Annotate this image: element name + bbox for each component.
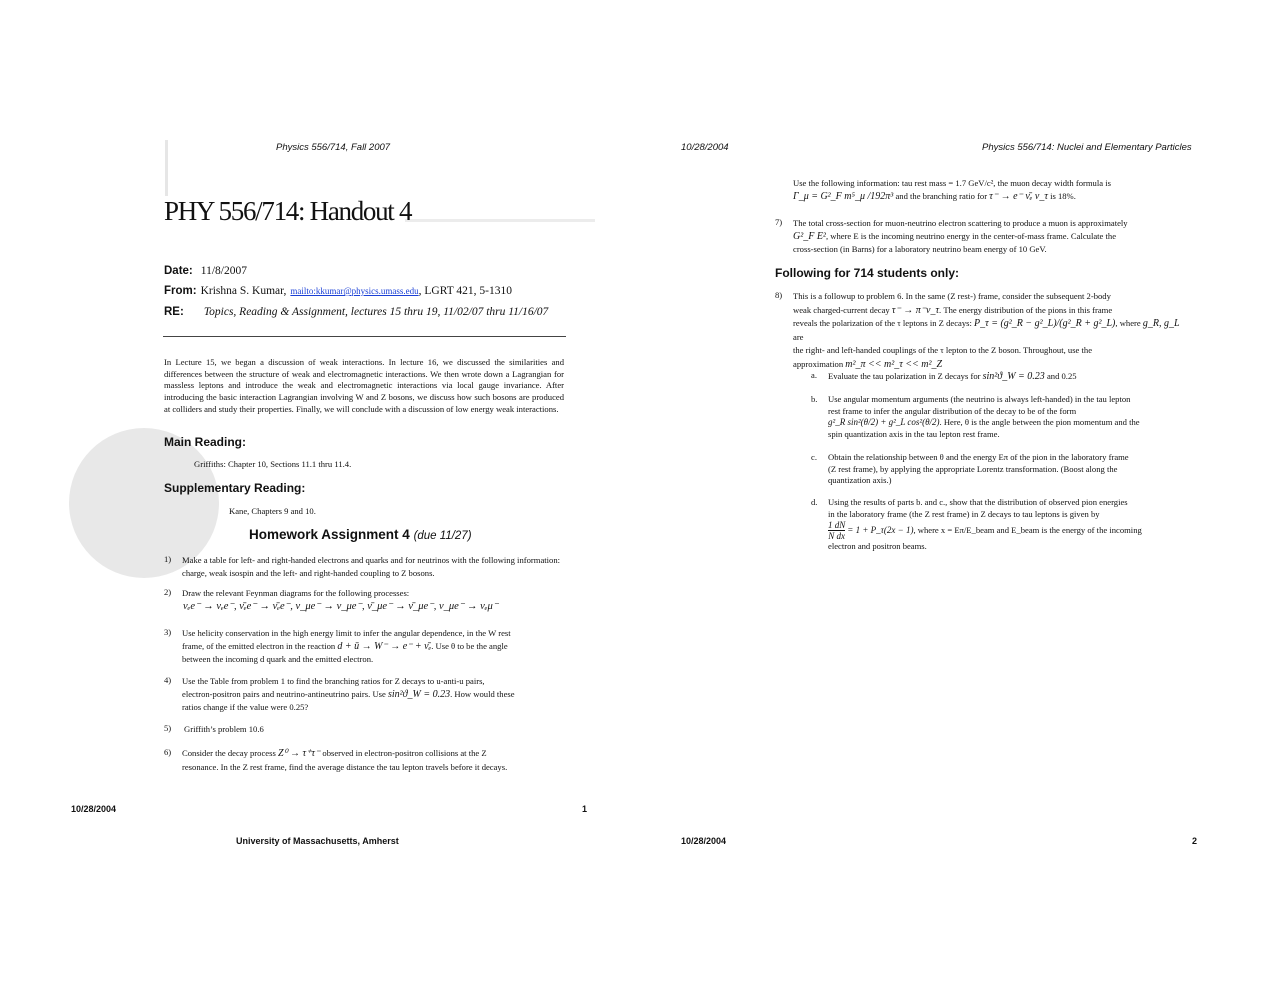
problem-number: 6) bbox=[164, 747, 172, 757]
re-label: RE: bbox=[164, 306, 184, 318]
re-value: Topics, Reading & Assignment, lectures 15 thru 19, 11/02/07 thru 11/16/07 bbox=[203, 306, 549, 318]
subpart-letter: c. bbox=[811, 452, 817, 462]
problem-4-line2 bbox=[182, 688, 562, 702]
problem-8-line5-text: approximation bbox=[793, 358, 844, 369]
problem-3-math: d + ū → W⁻ → e⁻ + ν̄ₑ bbox=[337, 640, 432, 652]
problem-number: 8) bbox=[775, 290, 783, 300]
problem-3-line3: between the incoming d quark and the emitted electron. bbox=[182, 654, 374, 664]
problem-3-line2 bbox=[182, 640, 562, 654]
problem-7-math: G²_F E² bbox=[793, 230, 826, 242]
problem-6-text bbox=[182, 747, 562, 773]
problem-2-text: Draw the relevant Feynman diagrams for the following processes: bbox=[182, 588, 410, 598]
problem-7-line1: The total cross-section for muon-neutrino electron scattering to produce a muon is approximately bbox=[793, 218, 1128, 228]
tau-info-line2-tail: is 18%. bbox=[1050, 190, 1076, 201]
problem-8-line2 bbox=[793, 304, 1188, 318]
subpart-b-text bbox=[828, 394, 1188, 440]
subpart-letter: d. bbox=[811, 497, 818, 507]
problem-8-line3-mid: , where bbox=[1115, 318, 1141, 328]
problem-7-text bbox=[793, 217, 1188, 256]
distribution-math: = 1 + P_τ(2x − 1) bbox=[847, 524, 914, 535]
subpart-d-line3-text: , where x = Eπ/E_beam and E_beam is the energy of the incoming bbox=[913, 524, 1142, 535]
homework-heading bbox=[249, 527, 472, 542]
from-label: From: bbox=[164, 285, 197, 297]
problem-7-line3: cross-section (in Barns) for a laboratory neutrino beam energy of 10 GeV. bbox=[793, 244, 1047, 254]
problem-8-line4: the right- and left-handed couplings of the τ lepton to the Z boson. Throughout, use the bbox=[793, 345, 1093, 355]
header-rule bbox=[163, 336, 566, 337]
from-row bbox=[164, 281, 512, 299]
problem-5-text: Griffith’s problem 10.6 bbox=[184, 724, 264, 734]
subpart-d-text bbox=[828, 497, 1188, 553]
problem-8-line2-tail: . The energy distribution of the pions in this frame bbox=[939, 304, 1113, 315]
date-row bbox=[164, 261, 247, 279]
homework-title: Homework Assignment 4 bbox=[249, 527, 410, 542]
problem-1-text: Make a table for left- and right-handed electrons and quarks and for neutrinos with the following information: charge, weak isospin and the left- and right-handed coupling to Z bosons. bbox=[182, 555, 561, 578]
problem-3-line1: Use helicity conservation in the high energy limit to infer the angular dependence, in the W rest bbox=[182, 628, 511, 638]
problem-4-line1: Use the Table from problem 1 to find the branching ratios for Z decays to u-anti-u pairs, bbox=[182, 676, 485, 686]
subpart-d-line2: in the laboratory frame (the Z rest frame) in Z decays to tau leptons is given by bbox=[828, 508, 1100, 519]
problem-4-line2-text: electron-positron pairs and neutrino-antineutrino pairs. Use bbox=[182, 688, 386, 699]
subpart-b-line3 bbox=[828, 417, 1188, 429]
subpart-c-text bbox=[828, 452, 1188, 487]
subpart-b-line2: rest frame to infer the angular distribution of the decay to be of the form bbox=[828, 405, 1077, 416]
date-label: Date: bbox=[164, 265, 193, 277]
problem-6-math: Z⁰ → τ⁺τ⁻ bbox=[277, 748, 321, 759]
date-value: 11/8/2007 bbox=[200, 265, 247, 277]
footer-page-number: 1 bbox=[582, 804, 588, 814]
problem-3-text bbox=[182, 627, 562, 666]
problem-7-line2 bbox=[793, 230, 1188, 244]
problem-4-line2-tail: . How would these bbox=[450, 688, 515, 699]
problem-4-math: sin²ϑ_W = 0.23 bbox=[387, 688, 451, 700]
subpart-a-text bbox=[828, 370, 1188, 384]
problem-number: 5) bbox=[164, 723, 172, 733]
page-title: PHY 556/714: Handout 4 bbox=[164, 196, 412, 226]
footer-date: 10/28/2004 bbox=[71, 804, 117, 814]
subpart-c-line2: (Z rest frame), by applying the appropriate Lorentz transformation. (Boost along the bbox=[828, 463, 1118, 474]
decorative-line bbox=[405, 219, 595, 222]
problem-number: 3) bbox=[164, 627, 172, 637]
tau-decay-math: τ⁻ → e⁻ ν̄ₑ ν_τ bbox=[989, 190, 1048, 202]
problem-number: 1) bbox=[164, 554, 172, 564]
email-link[interactable]: mailto:kkumar@physics.umass.edu bbox=[290, 286, 419, 296]
page1-header-date: 10/28/2004 bbox=[681, 142, 729, 153]
subpart-c-line3: quantization axis.) bbox=[828, 475, 892, 486]
subpart-letter: a. bbox=[811, 370, 817, 380]
supplementary-reading-text: Kane, Chapters 9 and 10. bbox=[229, 506, 316, 516]
distribution-fraction bbox=[828, 520, 845, 541]
subpart-a-tail: and 0.25 bbox=[1046, 371, 1077, 381]
problem-8-line3 bbox=[793, 317, 1188, 344]
subpart-d-line4: electron and positron beams. bbox=[828, 541, 927, 552]
page1-header-course: Physics 556/714, Fall 2007 bbox=[276, 142, 391, 153]
from-location: , LGRT 421, 5-1310 bbox=[418, 285, 512, 297]
from-name: Krishna S. Kumar, bbox=[200, 285, 287, 297]
problem-6-line1-tail: observed in electron-positron collisions at the Z bbox=[322, 748, 487, 758]
main-reading-text: Griffiths: Chapter 10, Sections 11.1 thru 11.4. bbox=[194, 459, 352, 469]
problem-8-line3-text: reveals the polarization of the τ leptons in Z decays: bbox=[793, 318, 972, 328]
problem-8-text bbox=[793, 290, 1188, 371]
subpart-b-line4: spin quantization axis in the tau lepton rest frame. bbox=[828, 428, 1000, 439]
subpart-b-math: g²_R sin²(θ/2) + g²_L cos²(θ/2) bbox=[828, 417, 940, 428]
subpart-c-line1: Obtain the relationship between θ and the energy Eπ of the pion in the laboratory frame bbox=[828, 452, 1129, 462]
tau-info-line1: Use the following information: tau rest mass = 1.7 GeV/c², the muon decay width formula is bbox=[793, 178, 1111, 188]
subpart-letter: b. bbox=[811, 394, 818, 404]
problem-8-line2-text: weak charged-current decay bbox=[793, 304, 890, 315]
section-714-heading: Following for 714 students only: bbox=[775, 266, 960, 280]
intro-paragraph: In Lecture 15, we began a discussion of weak interactions. In lecture 16, we discussed the similarities and differences between the structure of weak and electromagnetic interactions. We then wrote down a Lagrangian for massless leptons and introduce the weak and electromagnetic interactions via local gauge invariance. After introducing the basic interaction Lagrangian involving W and Z bosons, we discuss how such bosons are produced at colliders and study their properties. Finally, we will conclude with a discussion of low energy weak interactions. bbox=[164, 357, 564, 414]
problem-number: 7) bbox=[775, 217, 783, 227]
couplings-math: g_R, g_L bbox=[1142, 318, 1180, 329]
problem-7-line2-text: , where E is the incoming neutrino energy in the center-of-mass frame. Calculate the bbox=[825, 230, 1117, 241]
supplementary-reading-heading: Supplementary Reading: bbox=[164, 481, 306, 495]
subpart-b-line1: Use angular momentum arguments (the neutrino is always left-handed) in the tau lepton bbox=[828, 394, 1131, 404]
page2-footer-page-number: 2 bbox=[1192, 836, 1198, 846]
subpart-a-line1: Evaluate the tau polarization in Z decays for bbox=[828, 371, 981, 381]
fraction-denominator: N dx bbox=[828, 531, 845, 542]
decorative-bar bbox=[165, 140, 168, 196]
muon-width-formula: Γ_μ = G²_F m⁵_μ /192π³ bbox=[793, 190, 894, 202]
main-reading-heading: Main Reading: bbox=[164, 435, 247, 449]
tau-info-line2 bbox=[793, 190, 1188, 204]
problem-6-line2: resonance. In the Z rest frame, find the average distance the tau lepton travels before it decays. bbox=[182, 761, 508, 772]
problem-6-line1 bbox=[182, 747, 562, 761]
problem-4-line3: ratios change if the value were 0.25? bbox=[182, 702, 309, 712]
problem-3-line2-tail: . Use θ to be the angle bbox=[431, 640, 508, 651]
problem-8-line5 bbox=[793, 358, 1188, 372]
problem-4-text bbox=[182, 675, 562, 714]
fraction-numerator: 1 dN bbox=[828, 520, 846, 531]
tau-info-line2-text: and the branching ratio for bbox=[895, 190, 988, 201]
problem-8-line3-tail: are bbox=[793, 331, 804, 342]
page2-header-course: Physics 556/714: Nuclei and Elementary Particles bbox=[982, 142, 1192, 153]
approximation-math: m²_π << m²_τ << m²_Z bbox=[845, 358, 943, 370]
subpart-d-line1: Using the results of parts b. and c., show that the distribution of observed pion energies bbox=[828, 497, 1128, 507]
subpart-b-line3-text: . Here, θ is the angle between the pion momentum and the bbox=[939, 417, 1140, 428]
footer-university: University of Massachusetts, Amherst bbox=[236, 836, 399, 846]
page2-footer-date: 10/28/2004 bbox=[681, 836, 727, 846]
problem-6-line1-text: Consider the decay process bbox=[182, 748, 276, 758]
problem-3-line2-text: frame, of the emitted electron in the reaction bbox=[182, 640, 336, 651]
problem-8-line1: This is a followup to problem 6. In the same (Z rest-) frame, consider the subsequent 2-body bbox=[793, 291, 1111, 301]
problem-number: 2) bbox=[164, 587, 172, 597]
subpart-d-line3 bbox=[828, 520, 1188, 541]
subpart-a-math: sin²ϑ_W = 0.23 bbox=[982, 371, 1045, 382]
tau-info bbox=[793, 177, 1188, 203]
problem-2-math: νₑe⁻ → νₑe⁻, ν̄ₑe⁻ → ν̄ₑe⁻, ν_μe⁻ → ν_μe⁻, ν̄_μe⁻ → ν̄_μe⁻, ν_μe⁻ → νₑμ⁻ bbox=[183, 601, 499, 612]
problem-number: 4) bbox=[164, 675, 172, 685]
re-row bbox=[164, 302, 548, 320]
homework-due: (due 11/27) bbox=[413, 530, 472, 542]
problem-8-decay-math: τ⁻ → π⁻ν_τ bbox=[891, 304, 940, 316]
polarization-math: P_τ = (g²_R − g²_L)/(g²_R + g²_L) bbox=[974, 318, 1116, 329]
